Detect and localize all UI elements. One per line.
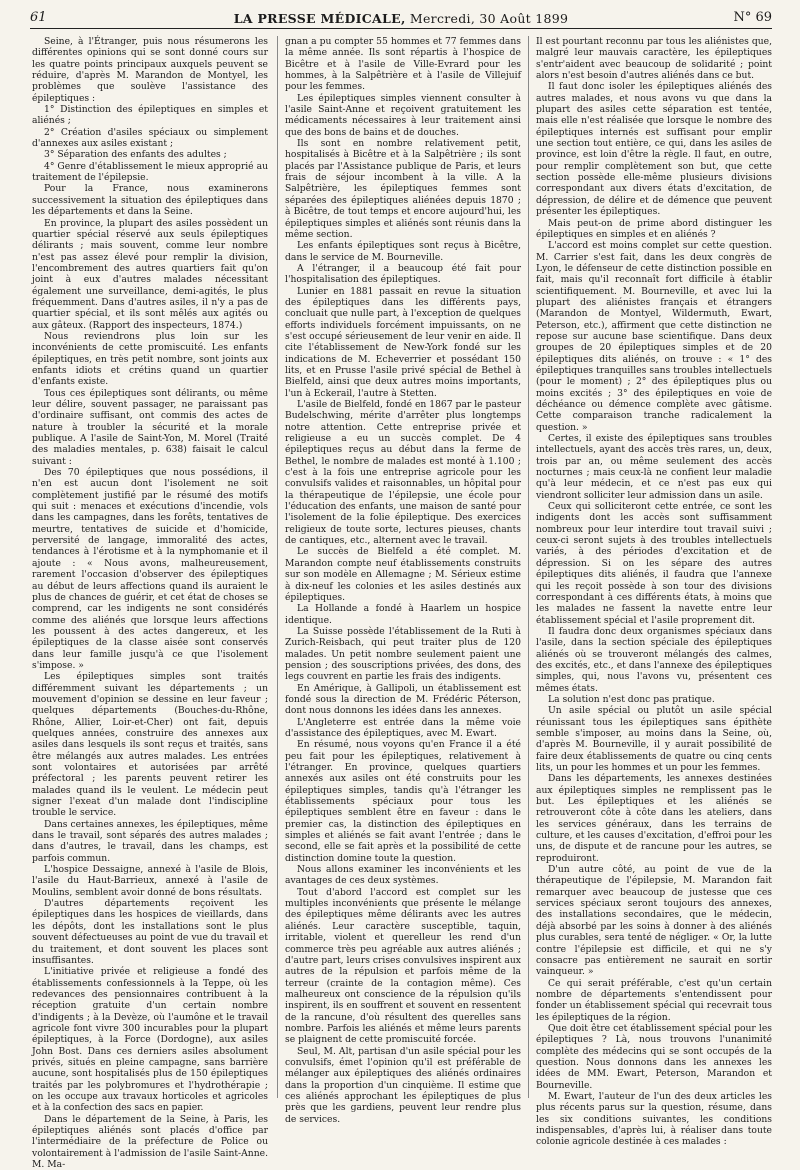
article-paragraph: A l'étranger, il a beaucoup été fait pour l'hospitalisation des épileptiques. bbox=[285, 262, 521, 286]
article-paragraph: Lunier en 1881 passait en revue la situation des épileptiques dans les différents pays, concluait que nulle part, à l'exception de quelques efforts individuels forcément impuissants, on ne s'est occupé sérieusement de leur venir en aide. Il cite l'établissement de New-York fondé sur les indications de M. Echeverrier et possédant 150 lits, et en Prusse l'asile privé spécial de Bethel à Bielfeld, ainsi que deux autres moins importants, l'un à Eckerail, l'autre à Stetten. bbox=[285, 285, 521, 399]
article-paragraph: Nous allons examiner les inconvénients et les avantages de ces deux systèmes. bbox=[285, 864, 521, 887]
article-paragraph: Mais peut-on de prime abord distinguer les épileptiques en simples et en aliénés ? bbox=[536, 217, 772, 240]
article-paragraph: gnan a pu compter 55 hommes et 77 femmes dans la même année. Ils sont répartis à l'hospice de Bicêtre et à l'asile de Ville-Evrard pour les hommes, à la Salpêtrière et à l'asile de Villejuif pour les femmes. bbox=[285, 36, 521, 93]
article-paragraph: Les épileptiques simples sont traités différemment suivant les départements ; un mouvement d'opinion se dessine en leur faveur ; quelques départements (Bouches-du-Rhône, Rhône, Allier, Loir-et-Cher) ont fait, depuis quelques années, construire des annexes aux asiles dans lesquels ils sont reçus et traités, sans être mélangés aux autres malades. Les entrées sont volontaires et autorisées par arrêté préfectoral ; les parents peuvent retirer les malades quand ils le veulent. Le médecin peut signer l'exeat d'un malade dont l'indiscipline trouble le service. bbox=[32, 671, 268, 819]
article-paragraph: En résumé, nous voyons qu'en France il a été peu fait pour les épileptiques, relativement à l'étranger. En province, quelques quartiers annexés aux asiles ont été construits pour les épileptiques simples, tandis qu'à l'étranger les établissements spéciaux pour tous les épileptiques semblent être en faveur : dans le premier cas, la distinction des épileptiques en simples et aliénés se fait avant l'entrée ; dans le second, elle se fait après et la possibilité de cette distinction domine toute la question. bbox=[285, 739, 521, 864]
article-paragraph: L'Angleterre est entrée dans la même voie d'assistance des épileptiques, avec M. Ewart. bbox=[285, 716, 521, 739]
article-paragraph: Ils sont en nombre relativement petit, hospitalisés à Bicêtre et à la Salpêtrière ; ils sont placés par l'Assistance publique de Paris, et leurs frais de séjour incombent à la ville. A la Salpêtrière, les épileptiques femmes sont séparées des épileptiques aliénées depuis 1870 ; à Bicêtre, de tout temps et encore aujourd'hui, les épileptiques simples et aliénés sont réunis dans la même section. bbox=[285, 138, 521, 240]
article-paragraph: D'un autre côté, au point de vue de la thérapeutique de l'épilepsie, M. Marandon fait remarquer avec beaucoup de justesse que ces services spéciaux seront toujours des annexes, des installations secondaires, que le médecin, déjà absorbé par les soins à donner à des aliénés plus curables, sera tenté de négliger. « Or, la lutte contre l'épilepsie est difficile, et qui ne s'y consacre pas entièrement ne saurait en sortir vainqueur. » bbox=[536, 864, 772, 978]
article-paragraph: L'initiative privée et religieuse a fondé des établissements confessionnels à la Teppe, où les redevances des pensionnaires contribuent à la réception gratuite d'un certain nombre d'indigents ; à la Devèze, où l'aumône et le travail agricole font vivre 300 incurables pour la plupart épileptiques, à la Force (Dordogne), aux asiles John Bost. Dans ces derniers asiles absolument privés, situés en pleine campagne, sans barrière aucune, sont hospitalisés plus de 150 épileptiques traités par les polybromures et l'hydrothérapie ; on les occupe aux travaux horticoles et agricoles et à la confection des sacs en papier. bbox=[32, 966, 268, 1114]
article-paragraph: Un asile spécial ou plutôt un asile spécial réunissant tous les épileptiques sans épithète semble s'imposer, au moins dans la Seine, où, d'après M. Bourneville, il y aurait possibilité de faire deux établissements de quatre ou cinq cents lits, un pour les hommes et un pour les femmes. bbox=[536, 705, 772, 773]
issue-number: N° 69 bbox=[733, 10, 772, 25]
article-paragraph: L'asile de Bielfeld, fondé en 1867 par le pasteur Budelschwing, mérite d'arrêter plus longtemps notre attention. Cette entreprise privée et religieuse a eu un succès complet. De 4 épileptiques reçus au début dans la ferme de Bethel, le nombre de malades est monté à 1.100 ; c'est à la fois une entreprise agricole pour les convulsifs valides et raisonnables, un hôpital pour la thérapeutique de l'épilepsie, une école pour l'éducation des enfants, une maison de santé pour l'isolement de la folie épileptique. Des exercices religieux de toute sorte, lectures pieuses, chants de cantiques, etc., alternent avec le travail. bbox=[285, 399, 521, 547]
journal-name: LA PRESSE MÉDICALE, bbox=[233, 11, 406, 26]
article-paragraph: La solution n'est donc pas pratique. bbox=[548, 693, 715, 705]
article-paragraph: Le succès de Bielfeld a été complet. M. Marandon compte neuf établissements construits sur son modèle en Allemagne ; M. Sérieux estime à dix-neuf les colonies et les asiles destinés aux épileptiques. bbox=[285, 546, 521, 603]
page-number: 61 bbox=[30, 10, 47, 25]
article-paragraph: La Hollande a fondé à Haarlem un hospice identique. bbox=[285, 603, 521, 626]
article-paragraph: 4° Genre d'établissement le mieux approprié au traitement de l'épilepsie. bbox=[32, 160, 268, 184]
article-paragraph: Nous reviendrons plus loin sur les inconvénients de cette promiscuité. Les enfants épileptiques, en très petit nombre, sont joints aux enfants idiots et crétins quand un quartier d'enfants existe. bbox=[32, 330, 268, 388]
column-right bbox=[536, 36, 772, 1148]
article-paragraph: Il faut donc isoler les épileptiques aliénés des autres malades, et nous avons vu que dans la plupart des asiles cette séparation est tentée, mais elle n'est réalisée que lorsque le nombre des épileptiques internés est suffisant pour emplir une section tout entière, ce qui, dans les asiles de province, est loin d'être la règle. Il faut, en outre, pour remplir complètement son but, que cette section possède elle-même plusieurs divisions correspondant aux divers états d'excitation, de dépression, de délire et de démence que peuvent présenter les épileptiques. bbox=[536, 81, 772, 218]
article-paragraph: 2° Création d'asiles spéciaux ou simplement d'annexes aux asiles existant ; bbox=[32, 126, 268, 150]
article-paragraph: Que doit être cet établissement spécial pour les épileptiques ? Là, nous trouvons l'unanimité complète des médecins qui se sont occupés de la question. Nous donnons dans les annexes les idées de MM. Ewart, Peterson, Marandon et Bourneville. bbox=[536, 1022, 772, 1091]
article-paragraph: Dans le département de la Seine, à Paris, les épileptiques aliénés sont placés d'office par l'intermédiaire de la préfecture de Police ou volontairement à l'admission de l'asile Saint-Anne. M. Ma- bbox=[32, 1113, 268, 1170]
page-header bbox=[30, 10, 772, 29]
column-middle bbox=[285, 36, 521, 1125]
article-paragraph: Tous ces épileptiques sont délirants, ou même leur délire, souvent passager, ne paraissant pas d'ordinaire suffisant, ont commis des actes de nature à troubler la sécurité et la morale publique. A l'asile de Saint-Yon, M. Morel (Traité des maladies mentales, p. 638) faisait le calcul suivant : bbox=[32, 387, 268, 467]
article-paragraph: Les enfants épileptiques sont reçus à Bicêtre, dans le service de M. Bourneville. bbox=[285, 240, 521, 263]
article-paragraph: L'hospice Dessaigne, annexé à l'asile de Blois, l'asile du Haut-Barrieux, annexé à l'asile de Moulins, semblent avoir donné de bons résultats. bbox=[32, 864, 268, 898]
column-divider bbox=[277, 36, 278, 1098]
article-paragraph: Tout d'abord l'accord est complet sur les multiples inconvénients que présente le mélange des épileptiques même délirants avec les autres aliénés. Leur caractère susceptible, taquin, irritable, violent et querelleur les rend d'un commerce très peu agréable aux autres aliénés ; d'autre part, leurs crises convulsives inspirent aux autres de la répulsion et parfois même de la terreur (crainte de la contagion même). Ces malheureux ont conscience de la répulsion qu'ils inspirent, ils en souffrent et souvent en ressentent de la rancune, d'où résultent des querelles sans nombre. Parfois les aliénés et même leurs parents se plaignent de cette promiscuité forcée. bbox=[285, 886, 521, 1046]
article-paragraph: D'autres départements reçoivent les épileptiques dans les hospices de vieillards, dans les dépôts, dont les installations sont le plus souvent défectueuses au point de vue du travail et du traitement, et dont souvent les places sont insuffisantes. bbox=[32, 898, 268, 966]
article-paragraph: Ce qui serait préférable, c'est qu'un certain nombre de départements s'entendissent pour fonder un établissement spécial qui recevrait tous les épileptiques de la région. bbox=[536, 977, 772, 1023]
column-divider bbox=[528, 36, 529, 1098]
article-paragraph: Certes, il existe des épileptiques sans troubles intellectuels, ayant des accès très rares, un, deux, trois par an, ou même seulement des accès nocturnes ; mais ceux-là ne confient leur maladie qu'à leur médecin, et ce n'est pas eux qui viendront solliciter leur admission dans un asile. bbox=[536, 433, 772, 501]
masthead bbox=[30, 11, 772, 26]
article-paragraph: Seine, à l'Étranger, puis nous résumerons les différentes opinions qui se sont donné cours sur les quatre points principaux auxquels peuvent se réduire, d'après M. Marandon de Montyel, les problèmes que soulève l'assistance des épileptiques : bbox=[32, 36, 268, 104]
article-paragraph: Dans les départements, les annexes destinées aux épileptiques simples ne remplissent pas le but. Les épileptiques et les aliénés se retrouveront côte à côte dans les ateliers, dans les services généraux, dans les terrains de culture, et les causes d'excitation, d'effroi pour les uns, de dispute et de rancune pour les autres, se reproduiront. bbox=[536, 773, 772, 864]
article-paragraph: Il est pourtant reconnu par tous les aliénistes que, malgré leur mauvais caractère, les épileptiques s'entr'aident avec beaucoup de solidarité ; point alors n'est besoin d'autres aliénés dans ce but. bbox=[536, 36, 772, 82]
article-paragraph: Les épileptiques simples viennent consulter à l'asile Saint-Anne et reçoivent gratuitement les médicaments nécessaires à leur traitement ainsi que des bons de bains et de douches. bbox=[285, 92, 521, 138]
article-paragraph: Seul, M. Alt, partisan d'un asile spécial pour les convulsifs, émet l'opinion qu'il est préférable de mélanger aux épileptiques des aliénés ordinaires dans la proportion d'un cinquième. Il estime que ces aliénés approchant les épileptiques de plus près que les gardiens, peuvent leur rendre plus de services. bbox=[285, 1045, 521, 1125]
article-paragraph: Pour la France, nous examinerons successivement la situation des épileptiques dans les départements et dans la Seine. bbox=[32, 183, 268, 218]
article-paragraph: 3° Séparation des enfants des adultes ; bbox=[44, 149, 227, 161]
article-paragraph: L'accord est moins complet sur cette question. M. Carrier s'est fait, dans les deux congrès de Lyon, le défenseur de cette distinction possible en fait, mais qu'il reconnaît fort difficile à établir scientifiquement. M. Bourneville, et avec lui la plupart des aliénistes français et étrangers (Marandon de Montyel, Wildermuth, Ewart, Peterson, etc.), affirment que cette distinction ne repose sur aucune base scientifique. Dans deux groupes de 20 épileptiques simples et de 20 épileptiques dits aliénés, on trouve : « 1° des épileptiques tranquilles sans troubles intellectuels (pour le moment) ; 2° des épileptiques plus ou moins excités ; 3° des épileptiques en voie de déchéance ou démence complète avec gâtisme. Cette comparaison tranche radicalement la question. » bbox=[536, 240, 772, 433]
article-paragraph: Il faudra donc deux organismes spéciaux dans l'asile, dans la section spéciale des épileptiques aliénés où se trouveront mélangés des calmes, des excités, etc., et dans l'annexe des épileptiques simples, qui, nous l'avons vu, présentent ces mêmes états. bbox=[536, 625, 772, 694]
article-paragraph: M. Ewart, l'auteur de l'un des deux articles les plus récents parus sur la question, résume, dans les six conditions suivantes, les conditions indispensables, d'après lui, à réaliser dans toute colonie agricole destinée à ces malades : bbox=[536, 1090, 772, 1148]
article-paragraph: Dans certaines annexes, les épileptiques, même dans le travail, sont séparés des autres malades ; dans d'autres, le travail, dans les champs, est parfois commun. bbox=[32, 818, 268, 864]
article-paragraph: Des 70 épileptiques que nous possédions, il n'en est aucun dont l'isolement ne soit complètement justifié par le résumé des motifs qui suit : menaces et exécutions d'incendie, vols dans les campagnes, dans les forêts, tentatives de meurtre, tentatives de suicide et d'homicide, perversité de langage, immoralité des actes, tendances à l'érotisme et à la nymphomanie et il ajoute : « Nous avons, malheureusement, rarement l'occasion d'observer des épileptiques au début de leurs affections quand ils auraient le plus de chances de guérir, et cet état de choses se comprend, car les indigents ne sont considérés comme des aliénés que lorsque leurs affections les poussent à des actes dangereux, et les épileptiques de la classe aisée sont conservés dans leur famille jusqu'à ce que l'isolement s'impose. » bbox=[32, 467, 268, 671]
article-paragraph: 1° Distinction des épileptiques en simples et aliénés ; bbox=[32, 104, 268, 127]
article-paragraph: La Suisse possède l'établissement de la Ruti à Zurich-Reisbach, qui peut traiter plus de 120 malades. Un petit nombre seulement paient une pension ; des souscriptions privées, des dons, des legs couvrent en partie les frais des indigents. bbox=[285, 625, 521, 683]
issue-date: Mercredi, 30 Août 1899 bbox=[409, 11, 569, 26]
article-paragraph: En Amérique, à Gallipoli, un établissement est fondé sous la direction de M. Frédéric Péterson, dont nous donnons les idées dans les annexes. bbox=[285, 682, 521, 717]
article-paragraph: En province, la plupart des asiles possèdent un quartier spécial réservé aux seuls épileptiques délirants ; mais souvent, comme leur nombre n'est pas assez élevé pour remplir la division, l'encombrement des autres quartiers fait qu'on joint à eux d'autres malades nécessitant également une surveillance, demi-agités, le plus fréquemment. Dans d'autres asiles, il n'y a pas de quartier spécial, et ils sont mêlés aux agités ou aux gâteux. (Rapport des inspecteurs, 1874.) bbox=[32, 217, 268, 331]
column-left bbox=[32, 36, 268, 1170]
article-paragraph: Ceux qui solliciteront cette entrée, ce sont les indigents dont les accès sont suffisamment nombreux pour leur interdire tout travail suivi ; ceux-ci seront sujets à des troubles intellectuels variés, à des périodes d'excitation et de dépression. Si on les sépare des autres épileptiques dits aliénés, il faudra que l'annexe qui les reçoit possède à son tour des divisions correspondant à ces différents états, à moins que les malades ne fassent la navette entre leur établissement spécial et l'asile proprement dit. bbox=[536, 501, 772, 626]
